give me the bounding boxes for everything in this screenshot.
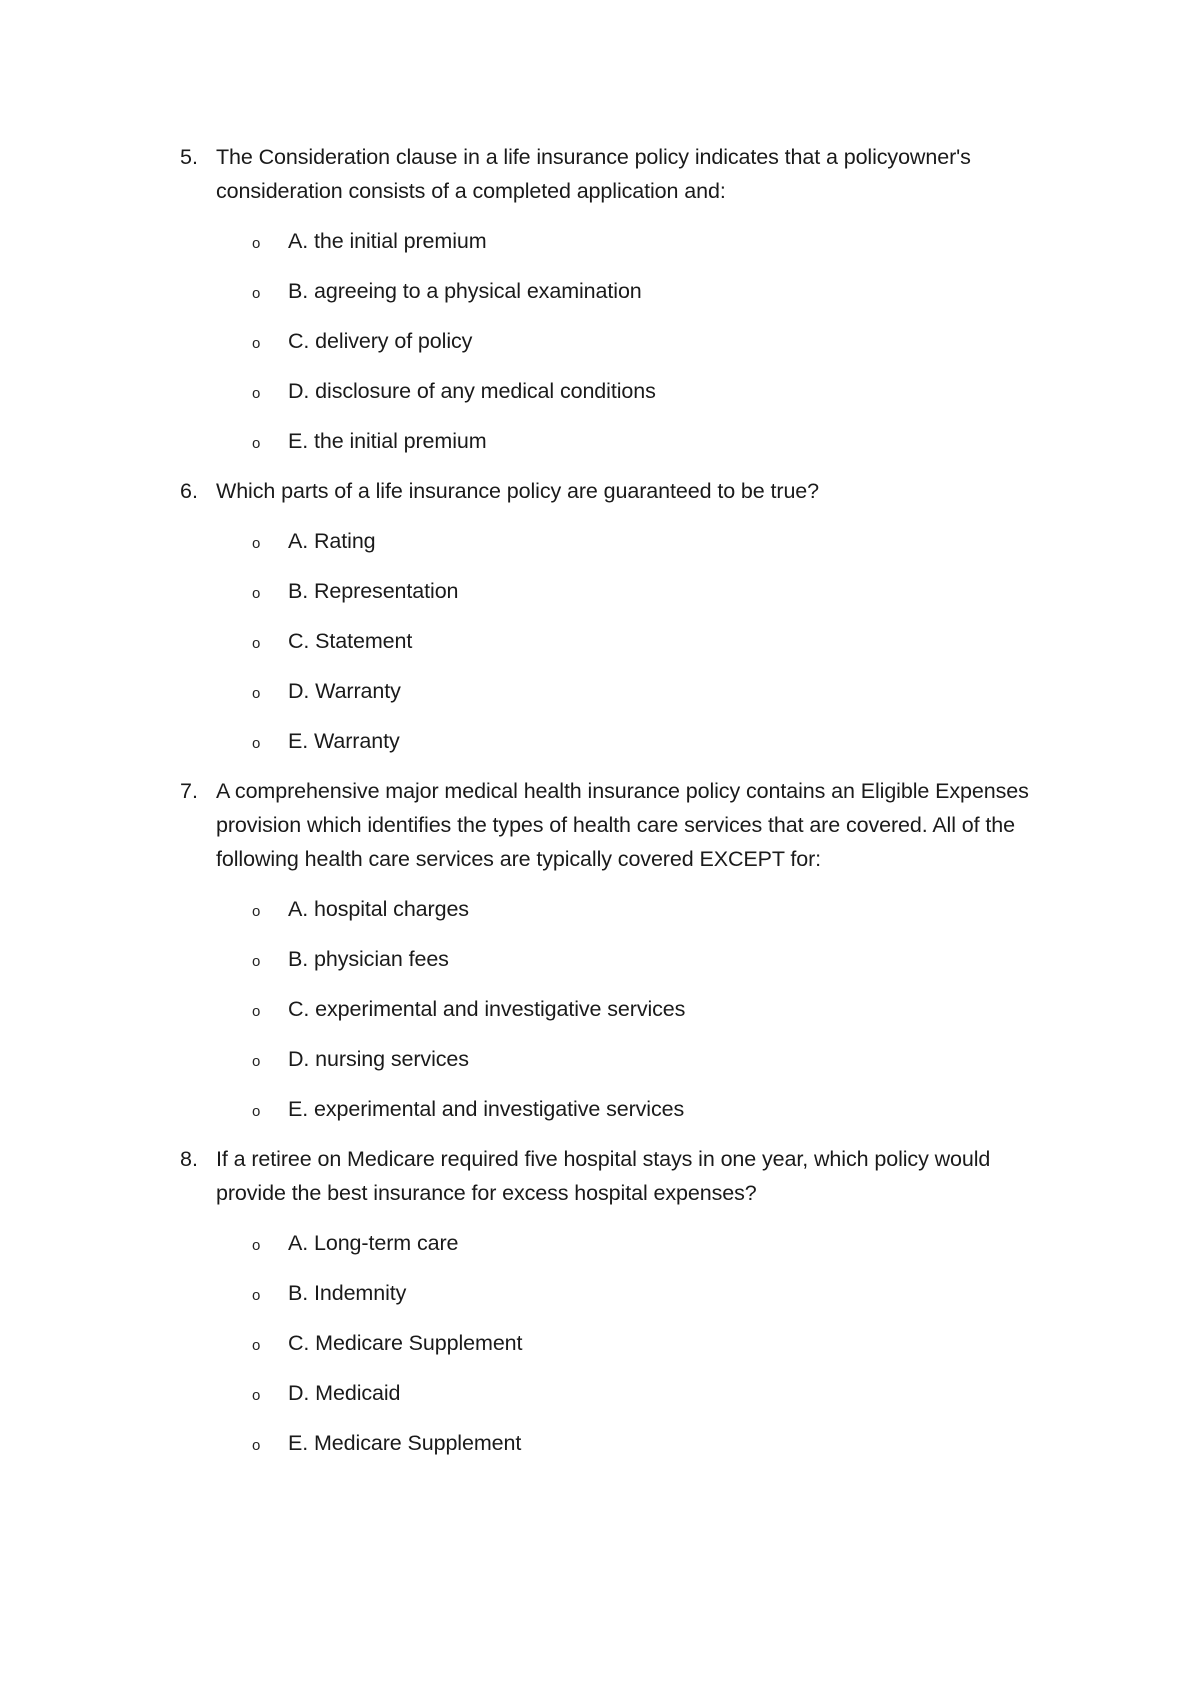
option-text: E. experimental and investigative services	[288, 1097, 685, 1121]
option-text: C. Statement	[288, 629, 413, 653]
option-item	[180, 624, 1060, 658]
option-item	[180, 424, 1060, 458]
option-text: D. Warranty	[288, 679, 401, 703]
bullet-icon: o	[252, 585, 261, 602]
option-item	[180, 574, 1060, 608]
bullet-icon: o	[252, 385, 261, 402]
bullet-icon: o	[252, 735, 261, 752]
option-item	[180, 1276, 1060, 1310]
option-list	[180, 224, 1060, 458]
option-item	[180, 374, 1060, 408]
bullet-icon: o	[252, 635, 261, 652]
option-item	[180, 1092, 1060, 1126]
bullet-icon: o	[252, 235, 261, 252]
option-text: D. nursing services	[288, 1047, 469, 1071]
option-text: B. Representation	[288, 579, 459, 603]
option-text: E. Medicare Supplement	[288, 1431, 522, 1455]
bullet-icon: o	[252, 903, 261, 920]
question-text: Which parts of a life insurance policy are guaranteed to be true?	[216, 479, 820, 503]
option-text: B. physician fees	[288, 947, 449, 971]
question-list	[180, 140, 1060, 1476]
option-text: A. hospital charges	[288, 897, 469, 921]
question-item	[180, 1142, 1060, 1460]
option-text: A. the initial premium	[288, 229, 487, 253]
bullet-icon: o	[252, 953, 261, 970]
option-item	[180, 1376, 1060, 1410]
bullet-icon: o	[252, 1287, 261, 1304]
bullet-icon: o	[252, 1387, 261, 1404]
option-text: A. Rating	[288, 529, 376, 553]
bullet-icon: o	[252, 1237, 261, 1254]
option-text: E. the initial premium	[288, 429, 487, 453]
bullet-icon: o	[252, 1437, 261, 1454]
question-item	[180, 474, 1060, 758]
option-text: A. Long-term care	[288, 1231, 459, 1255]
option-list	[180, 892, 1060, 1126]
option-text: D. disclosure of any medical conditions	[288, 379, 656, 403]
option-item	[180, 892, 1060, 926]
option-text: B. agreeing to a physical examination	[288, 279, 642, 303]
question-text: A comprehensive major medical health insurance policy contains an Eligible Expenses provision which identifies the types of health care services that are covered. All of the following health care services are typically covered EXCEPT for:	[216, 779, 1029, 871]
option-text: B. Indemnity	[288, 1281, 407, 1305]
bullet-icon: o	[252, 535, 261, 552]
option-list	[180, 1226, 1060, 1460]
bullet-icon: o	[252, 285, 261, 302]
bullet-icon: o	[252, 1003, 261, 1020]
question-item	[180, 774, 1060, 1126]
bullet-icon: o	[252, 1053, 261, 1070]
question-text: If a retiree on Medicare required five hospital stays in one year, which policy would provide the best insurance for excess hospital expenses?	[216, 1147, 991, 1205]
question-number: 5.	[180, 145, 198, 169]
option-item	[180, 1326, 1060, 1360]
bullet-icon: o	[252, 1103, 261, 1120]
option-text: E. Warranty	[288, 729, 400, 753]
option-item	[180, 992, 1060, 1026]
option-list	[180, 524, 1060, 758]
option-item	[180, 942, 1060, 976]
question-number: 8.	[180, 1147, 198, 1171]
question-item	[180, 140, 1060, 458]
option-item	[180, 1226, 1060, 1260]
option-text: C. experimental and investigative services	[288, 997, 686, 1021]
option-item	[180, 674, 1060, 708]
option-item	[180, 274, 1060, 308]
option-item	[180, 1042, 1060, 1076]
option-text: C. Medicare Supplement	[288, 1331, 523, 1355]
question-text: The Consideration clause in a life insurance policy indicates that a policyowner's consideration consists of a completed application and:	[216, 145, 971, 203]
option-item	[180, 1426, 1060, 1460]
question-number: 7.	[180, 779, 198, 803]
option-text: C. delivery of policy	[288, 329, 473, 353]
bullet-icon: o	[252, 435, 261, 452]
bullet-icon: o	[252, 1337, 261, 1354]
question-number: 6.	[180, 479, 198, 503]
option-item	[180, 224, 1060, 258]
option-text: D. Medicaid	[288, 1381, 401, 1405]
option-item	[180, 524, 1060, 558]
bullet-icon: o	[252, 685, 261, 702]
option-item	[180, 724, 1060, 758]
option-item	[180, 324, 1060, 358]
bullet-icon: o	[252, 335, 261, 352]
